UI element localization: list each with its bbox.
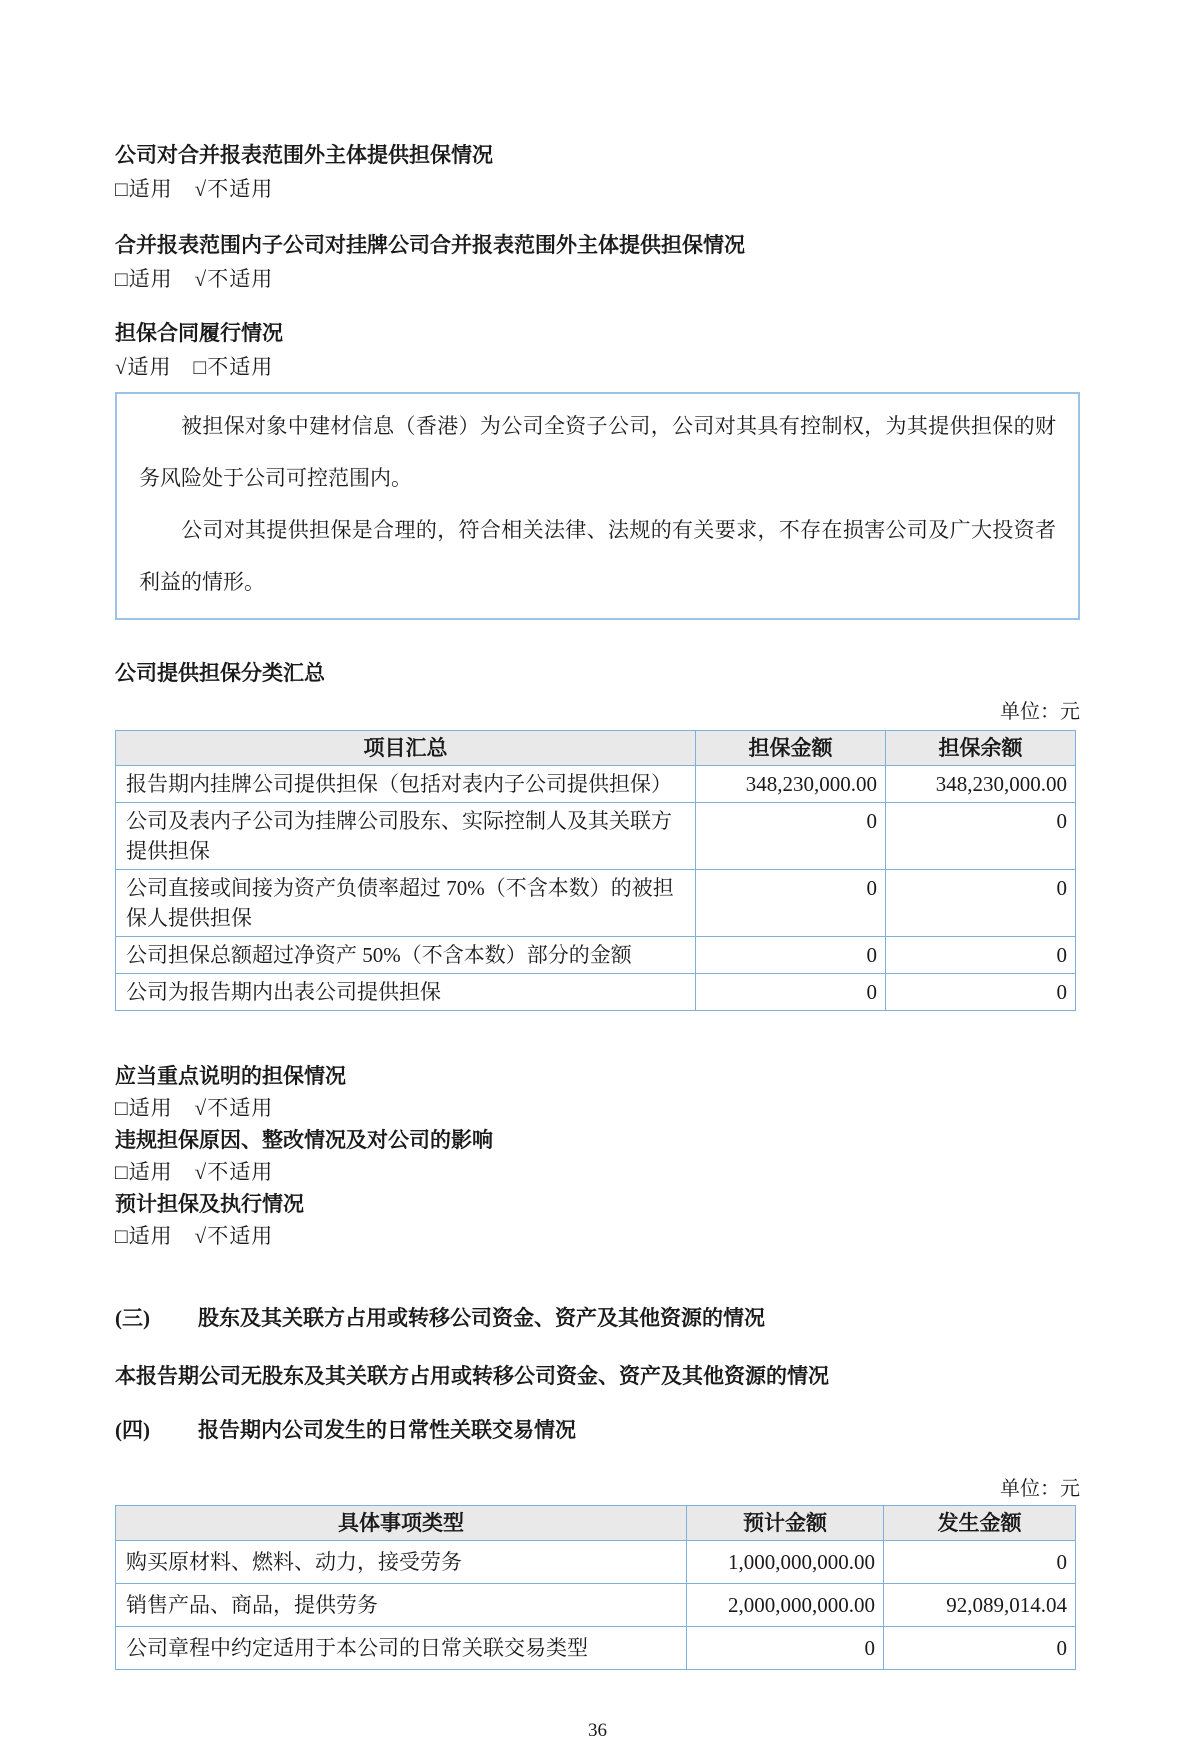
cell-item: 公司直接或间接为资产负债率超过 70%（不含本数）的被担保人提供担保: [116, 870, 696, 937]
col-header-incurred-amount: 发生金额: [884, 1506, 1076, 1541]
section-title-expected-guarantees: 预计担保及执行情况: [115, 1192, 304, 1216]
cell-balance: 0: [886, 803, 1076, 870]
cell-amount: 0: [696, 870, 886, 937]
section-title-guarantee-outside-consolidation: 公司对合并报表范围外主体提供担保情况: [115, 143, 493, 167]
table-row: [116, 870, 1076, 937]
cell-item: 报告期内挂牌公司提供担保（包括对表内子公司提供担保）: [116, 766, 696, 803]
guarantee-summary-table: [115, 730, 1076, 1011]
cell-amount: 0: [696, 974, 886, 1011]
cell-incurred-amount: 0: [884, 1627, 1076, 1670]
table-header-row: [116, 731, 1076, 766]
cell-item: 公司及表内子公司为挂牌公司股东、实际控制人及其关联方提供担保: [116, 803, 696, 870]
section-title-key-guarantees: 应当重点说明的担保情况: [115, 1064, 346, 1088]
cell-incurred-amount: 92,089,014.04: [884, 1584, 1076, 1627]
section-title-irregular-guarantees: 违规担保原因、整改情况及对公司的影响: [115, 1128, 493, 1152]
cell-amount: 348,230,000.00: [696, 766, 886, 803]
related-transactions-table: [115, 1505, 1076, 1670]
section-heading-text: 股东及其关联方占用或转移公司资金、资产及其他资源的情况: [198, 1306, 765, 1330]
table-row: [116, 766, 1076, 803]
section-title-guarantee-summary: 公司提供担保分类汇总: [115, 661, 325, 685]
applicability-line-contract-performance: √适用 □不适用: [115, 355, 274, 379]
section-title-subsidiary-guarantee-outside: 合并报表范围内子公司对挂牌公司合并报表范围外主体提供担保情况: [115, 233, 745, 257]
table-row: [116, 1584, 1076, 1627]
note-paragraph-1: 被担保对象中建材信息（香港）为公司全资子公司，公司对其具有控制权，为其提供担保的财务风险处于公司可控范围内。: [139, 414, 1056, 490]
guarantee-note-box: [115, 392, 1080, 620]
table-row: [116, 803, 1076, 870]
col-header-guarantee-amount: 担保金额: [696, 731, 886, 766]
applicability-line-key-guarantees: □适用 √不适用: [115, 1096, 274, 1120]
cell-balance: 0: [886, 937, 1076, 974]
cell-transaction-type: 销售产品、商品，提供劳务: [116, 1584, 687, 1627]
cell-amount: 0: [696, 803, 886, 870]
col-header-guarantee-balance: 担保余额: [886, 731, 1076, 766]
cell-balance: 0: [886, 870, 1076, 937]
applicability-line-guarantee-outside: □适用 √不适用: [115, 177, 274, 201]
cell-incurred-amount: 0: [884, 1541, 1076, 1584]
unit-label-related-tx-table: 单位：元: [1000, 1478, 1080, 1500]
cell-balance: 348,230,000.00: [886, 766, 1076, 803]
section-number-label: (四): [115, 1418, 150, 1442]
unit-label-guarantee-table: 单位：元: [1000, 701, 1080, 723]
cell-expected-amount: 0: [687, 1627, 884, 1670]
page-number: 36: [588, 1720, 607, 1741]
cell-transaction-type: 购买原材料、燃料、动力，接受劳务: [116, 1541, 687, 1584]
table-row: [116, 974, 1076, 1011]
cell-item: 公司担保总额超过净资产 50%（不含本数）部分的金额: [116, 937, 696, 974]
statement-no-fund-occupation: 本报告期公司无股东及其关联方占用或转移公司资金、资产及其他资源的情况: [115, 1364, 829, 1388]
table-row: [116, 937, 1076, 974]
col-header-transaction-type: 具体事项类型: [116, 1506, 687, 1541]
cell-balance: 0: [886, 974, 1076, 1011]
cell-expected-amount: 2,000,000,000.00: [687, 1584, 884, 1627]
section-heading-text: 报告期内公司发生的日常性关联交易情况: [198, 1418, 576, 1442]
applicability-line-subsidiary-guarantee: □适用 √不适用: [115, 267, 274, 291]
cell-amount: 0: [696, 937, 886, 974]
applicability-line-irregular-guarantees: □适用 √不适用: [115, 1160, 274, 1184]
cell-transaction-type: 公司章程中约定适用于本公司的日常关联交易类型: [116, 1627, 687, 1670]
applicability-line-expected-guarantees: □适用 √不适用: [115, 1224, 274, 1248]
table-row: [116, 1627, 1076, 1670]
section-heading-fund-occupation: [115, 1303, 1080, 1333]
table-header-row: [116, 1506, 1076, 1541]
cell-expected-amount: 1,000,000,000.00: [687, 1541, 884, 1584]
col-header-item-summary: 项目汇总: [116, 731, 696, 766]
note-paragraph-2: 公司对其提供担保是合理的，符合相关法律、法规的有关要求，不存在损害公司及广大投资者利益的情形。: [139, 518, 1056, 594]
section-heading-routine-related-transactions: [115, 1415, 1080, 1445]
table-row: [116, 1541, 1076, 1584]
section-title-guarantee-contract-performance: 担保合同履行情况: [115, 321, 283, 345]
col-header-expected-amount: 预计金额: [687, 1506, 884, 1541]
cell-item: 公司为报告期内出表公司提供担保: [116, 974, 696, 1011]
section-number-label: (三): [115, 1306, 150, 1330]
